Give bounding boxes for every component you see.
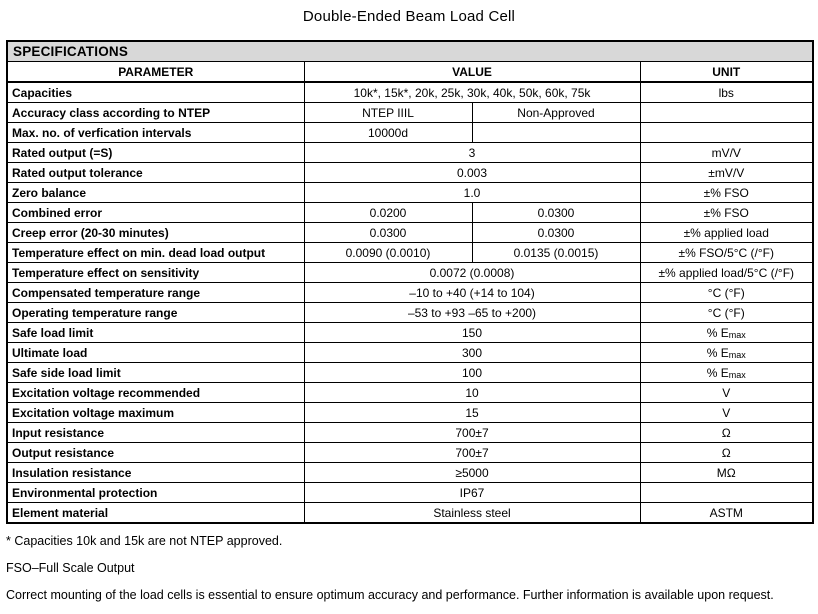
table-row [7,143,813,163]
table-row [7,223,813,243]
spec-table-body [7,82,813,523]
unit-cell: °C (°F) [640,283,813,303]
unit-cell [640,483,813,503]
parameter-cell: Creep error (20-30 minutes) [7,223,304,243]
value-cell [472,123,640,143]
unit-cell: MΩ [640,463,813,483]
unit-cell: V [640,383,813,403]
table-row [7,503,813,524]
column-header-value: VALUE [304,62,640,83]
table-row [7,403,813,423]
value-cell: 0.0135 (0.0015) [472,243,640,263]
value-cell: 0.0072 (0.0008) [304,263,640,283]
value-cell: 10000d [304,123,472,143]
unit-cell: % Emax [640,323,813,343]
table-row [7,163,813,183]
parameter-cell: Compensated temperature range [7,283,304,303]
unit-cell: lbs [640,82,813,103]
unit-cell: ±% applied load/5°C (/°F) [640,263,813,283]
footnotes [6,533,812,604]
table-row [7,303,813,323]
unit-cell [640,123,813,143]
parameter-cell: Excitation voltage maximum [7,403,304,423]
value-cell: –53 to +93 –65 to +200) [304,303,640,323]
value-cell: 0.003 [304,163,640,183]
parameter-cell: Safe side load limit [7,363,304,383]
table-row [7,383,813,403]
value-cell: 0.0300 [472,223,640,243]
value-cell: 0.0300 [304,223,472,243]
parameter-cell: Temperature effect on sensitivity [7,263,304,283]
value-cell: 3 [304,143,640,163]
table-row [7,263,813,283]
table-row [7,323,813,343]
parameter-cell: Capacities [7,82,304,103]
unit-subscript: max [728,369,746,380]
parameter-cell: Zero balance [7,183,304,203]
unit-cell: mV/V [640,143,813,163]
footnote-fso: FSO–Full Scale Output [6,560,135,575]
unit-subscript: max [728,349,746,360]
value-cell: IP67 [304,483,640,503]
value-cell: 15 [304,403,640,423]
parameter-cell: Ultimate load [7,343,304,363]
unit-subscript: max [728,329,746,340]
value-cell: 0.0300 [472,203,640,223]
parameter-cell: Rated output (=S) [7,143,304,163]
value-cell: 0.0090 (0.0010) [304,243,472,263]
unit-cell: % Emax [640,363,813,383]
value-cell: 0.0200 [304,203,472,223]
parameter-cell: Max. no. of verfication intervals [7,123,304,143]
table-row [7,343,813,363]
footnote-mounting: Correct mounting of the load cells is essential to ensure optimum accuracy and performance. Further information is available upon request. [6,587,774,602]
parameter-cell: Output resistance [7,443,304,463]
unit-cell: Ω [640,423,813,443]
parameter-cell: Temperature effect on min. dead load output [7,243,304,263]
value-cell: –10 to +40 (+14 to 104) [304,283,640,303]
unit-cell: Ω [640,443,813,463]
value-cell: 1.0 [304,183,640,203]
value-cell: 10 [304,383,640,403]
value-cell: NTEP IIIL [304,103,472,123]
parameter-cell: Excitation voltage recommended [7,383,304,403]
unit-cell: ±% applied load [640,223,813,243]
table-row [7,463,813,483]
unit-cell: V [640,403,813,423]
value-cell: 700±7 [304,423,640,443]
parameter-cell: Element material [7,503,304,524]
parameter-cell: Operating temperature range [7,303,304,323]
unit-cell: ±% FSO [640,203,813,223]
value-cell: 10k*, 15k*, 20k, 25k, 30k, 40k, 50k, 60k, 75k [304,82,640,103]
value-cell: 300 [304,343,640,363]
unit-cell: % Emax [640,343,813,363]
footnote-capacities: * Capacities 10k and 15k are not NTEP approved. [6,534,283,548]
table-row [7,483,813,503]
unit-cell: °C (°F) [640,303,813,323]
parameter-cell: Accuracy class according to NTEP [7,103,304,123]
specifications-table [6,40,814,524]
column-header-row [7,62,813,83]
page-title: Double-Ended Beam Load Cell [302,8,516,25]
parameter-cell: Environmental protection [7,483,304,503]
table-row [7,123,813,143]
parameter-cell: Input resistance [7,423,304,443]
section-header: SPECIFICATIONS [7,41,813,62]
unit-cell: ±mV/V [640,163,813,183]
table-row [7,203,813,223]
table-row [7,423,813,443]
unit-cell [640,103,813,123]
table-row [7,363,813,383]
unit-cell: ±% FSO/5°C (/°F) [640,243,813,263]
parameter-cell: Safe load limit [7,323,304,343]
column-header-parameter: PARAMETER [7,62,304,83]
parameter-cell: Insulation resistance [7,463,304,483]
value-cell: 700±7 [304,443,640,463]
parameter-cell: Combined error [7,203,304,223]
section-header-row [7,41,813,62]
value-cell: 150 [304,323,640,343]
column-header-unit: UNIT [640,62,813,83]
value-cell: Non-Approved [472,103,640,123]
value-cell: Stainless steel [304,503,640,524]
value-cell: ≥5000 [304,463,640,483]
value-cell: 100 [304,363,640,383]
table-row [7,82,813,103]
unit-cell: ASTM [640,503,813,524]
table-row [7,243,813,263]
table-row [7,283,813,303]
table-row [7,103,813,123]
table-row [7,183,813,203]
parameter-cell: Rated output tolerance [7,163,304,183]
unit-cell: ±% FSO [640,183,813,203]
table-row [7,443,813,463]
